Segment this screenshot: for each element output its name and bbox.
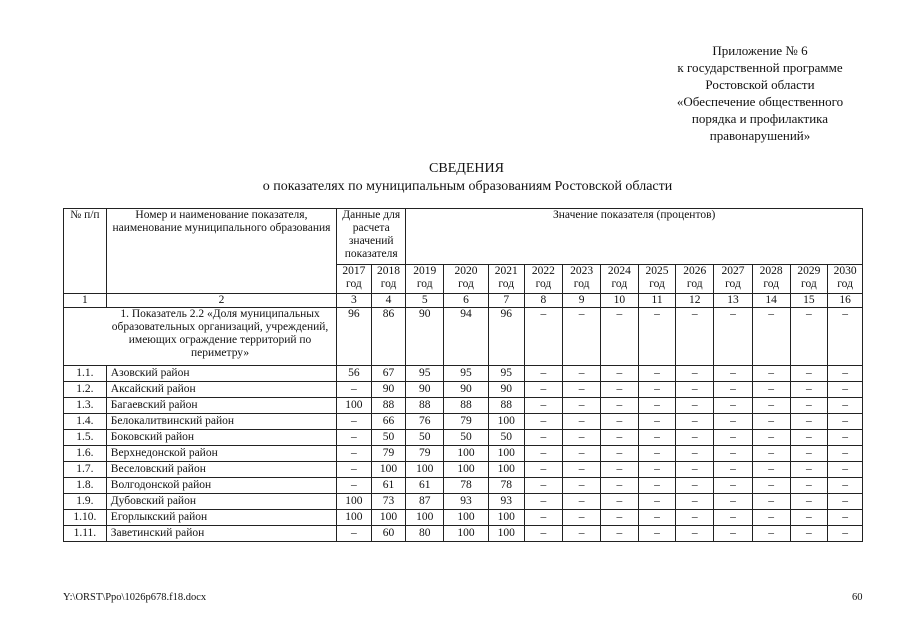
value-cell: 100 — [444, 526, 489, 542]
document-title — [0, 160, 905, 196]
column-number: 8 — [524, 294, 563, 308]
table-row — [64, 366, 863, 382]
year-label: 2017 — [342, 265, 366, 277]
value-cell: 90 — [488, 382, 524, 398]
value-cell: – — [714, 308, 753, 366]
district-name: Егорлыкский район — [106, 510, 336, 526]
value-cell: – — [524, 308, 563, 366]
value-cell: 94 — [444, 308, 489, 366]
value-cell: – — [638, 308, 676, 366]
column-number: 10 — [600, 294, 638, 308]
value-cell: – — [638, 526, 676, 542]
column-number: 16 — [828, 294, 863, 308]
value-cell: – — [600, 382, 638, 398]
column-number-row — [64, 294, 863, 308]
column-number: 6 — [444, 294, 489, 308]
value-cell: – — [600, 398, 638, 414]
value-cell: – — [714, 526, 753, 542]
column-number: 5 — [406, 294, 444, 308]
value-cell: 88 — [406, 398, 444, 414]
value-cell: – — [828, 398, 863, 414]
appendix-header — [640, 42, 880, 144]
value-cell: – — [676, 308, 714, 366]
value-cell: – — [337, 446, 372, 462]
value-cell: – — [600, 414, 638, 430]
table-row — [64, 382, 863, 398]
value-cell: 100 — [488, 510, 524, 526]
value-cell: – — [714, 462, 753, 478]
indicator-name: 1. Показатель 2.2 «Доля муниципальных образовательных организаций, учреждений, имеющих ограждение территорий по периметру» — [64, 308, 337, 366]
value-cell: – — [752, 366, 790, 382]
value-cell: – — [337, 414, 372, 430]
row-number: 1.6. — [64, 446, 107, 462]
value-cell: 100 — [371, 462, 406, 478]
value-cell: – — [790, 510, 828, 526]
year-suffix: год — [611, 278, 628, 290]
year-suffix: год — [498, 278, 515, 290]
value-cell: 100 — [406, 510, 444, 526]
value-cell: 95 — [406, 366, 444, 382]
appendix-line: порядка и профилактика — [691, 111, 829, 126]
district-name: Боковский район — [106, 430, 336, 446]
value-cell: – — [790, 382, 828, 398]
year-suffix: год — [380, 278, 397, 290]
table-row — [64, 398, 863, 414]
year-label: 2030 — [833, 265, 857, 277]
value-cell: – — [714, 382, 753, 398]
year-header — [790, 265, 828, 294]
value-cell: – — [676, 462, 714, 478]
year-label: 2024 — [607, 265, 631, 277]
column-number: 15 — [790, 294, 828, 308]
value-cell: – — [600, 308, 638, 366]
value-cell: – — [337, 526, 372, 542]
row-number: 1.3. — [64, 398, 107, 414]
value-cell: – — [828, 430, 863, 446]
district-name: Аксайский район — [106, 382, 336, 398]
value-cell: – — [676, 446, 714, 462]
value-cell: – — [524, 366, 563, 382]
year-header — [337, 265, 372, 294]
value-cell: – — [752, 382, 790, 398]
value-cell: 100 — [444, 510, 489, 526]
column-number: 11 — [638, 294, 676, 308]
appendix-line: правонарушений» — [709, 128, 811, 143]
header-value: Значение показателя (процентов) — [406, 209, 863, 265]
value-cell: – — [752, 526, 790, 542]
value-cell: – — [600, 366, 638, 382]
column-number: 4 — [371, 294, 406, 308]
year-suffix: год — [763, 278, 780, 290]
value-cell: – — [790, 414, 828, 430]
value-cell: – — [524, 398, 563, 414]
value-cell: – — [638, 510, 676, 526]
indicator-row — [64, 308, 863, 366]
appendix-line: к государственной программе — [677, 60, 843, 75]
value-cell: – — [524, 414, 563, 430]
value-cell: 100 — [444, 446, 489, 462]
header-num: № п/п — [64, 209, 107, 294]
table-row — [64, 446, 863, 462]
value-cell: – — [563, 462, 601, 478]
value-cell: 86 — [371, 308, 406, 366]
value-cell: – — [524, 510, 563, 526]
district-name: Дубовский район — [106, 494, 336, 510]
value-cell: – — [563, 382, 601, 398]
district-name: Белокалитвинский район — [106, 414, 336, 430]
page-number: 60 — [852, 592, 863, 603]
column-number: 1 — [64, 294, 107, 308]
district-name: Азовский район — [106, 366, 336, 382]
value-cell: 56 — [337, 366, 372, 382]
value-cell: 100 — [337, 510, 372, 526]
appendix-line: «Обеспечение общественного — [676, 94, 844, 109]
value-cell: 88 — [444, 398, 489, 414]
year-suffix: год — [725, 278, 741, 290]
column-number: 13 — [714, 294, 753, 308]
value-cell: 100 — [371, 510, 406, 526]
table-row — [64, 494, 863, 510]
value-cell: 67 — [371, 366, 406, 382]
value-cell: – — [790, 430, 828, 446]
value-cell: 78 — [488, 478, 524, 494]
value-cell: – — [638, 478, 676, 494]
value-cell: 100 — [488, 414, 524, 430]
value-cell: – — [600, 430, 638, 446]
value-cell: – — [563, 510, 601, 526]
year-label: 2018 — [377, 265, 401, 277]
value-cell: 73 — [371, 494, 406, 510]
district-name: Багаевский район — [106, 398, 336, 414]
district-name: Веселовский район — [106, 462, 336, 478]
column-number: 9 — [563, 294, 601, 308]
value-cell: – — [828, 446, 863, 462]
row-number: 1.1. — [64, 366, 107, 382]
district-name: Заветинский район — [106, 526, 336, 542]
value-cell: – — [638, 398, 676, 414]
district-name: Верхнедонской район — [106, 446, 336, 462]
value-cell: – — [714, 398, 753, 414]
value-cell: – — [790, 478, 828, 494]
year-label: 2028 — [759, 265, 783, 277]
value-cell: – — [563, 308, 601, 366]
value-cell: – — [714, 510, 753, 526]
value-cell: – — [714, 494, 753, 510]
value-cell: 50 — [371, 430, 406, 446]
year-header — [488, 265, 524, 294]
value-cell: – — [563, 478, 601, 494]
table-row — [64, 510, 863, 526]
year-header — [444, 265, 489, 294]
value-cell: – — [600, 494, 638, 510]
row-number: 1.5. — [64, 430, 107, 446]
value-cell: – — [714, 446, 753, 462]
value-cell: – — [638, 414, 676, 430]
year-suffix: год — [458, 278, 474, 290]
year-label: 2026 — [683, 265, 707, 277]
value-cell: – — [676, 494, 714, 510]
value-cell: – — [676, 510, 714, 526]
value-cell: 76 — [406, 414, 444, 430]
year-header — [828, 265, 863, 294]
value-cell: – — [828, 382, 863, 398]
year-label: 2021 — [494, 265, 518, 277]
value-cell: – — [337, 382, 372, 398]
year-header — [714, 265, 753, 294]
value-cell: – — [676, 366, 714, 382]
column-number: 3 — [337, 294, 372, 308]
value-cell: 90 — [406, 308, 444, 366]
table-row — [64, 414, 863, 430]
value-cell: – — [828, 478, 863, 494]
value-cell: – — [752, 462, 790, 478]
value-cell: – — [714, 478, 753, 494]
value-cell: 93 — [488, 494, 524, 510]
value-cell: – — [790, 366, 828, 382]
year-suffix: год — [535, 278, 552, 290]
table-body — [64, 294, 863, 542]
value-cell: – — [714, 414, 753, 430]
value-cell: 50 — [444, 430, 489, 446]
value-cell: 100 — [488, 526, 524, 542]
value-cell: – — [828, 510, 863, 526]
year-header — [406, 265, 444, 294]
value-cell: – — [790, 398, 828, 414]
table-row — [64, 526, 863, 542]
value-cell: – — [524, 430, 563, 446]
appendix-line: Приложение № 6 — [712, 43, 808, 58]
value-cell: – — [752, 478, 790, 494]
value-cell: – — [828, 494, 863, 510]
value-cell: – — [676, 430, 714, 446]
value-cell: – — [600, 526, 638, 542]
value-cell: 88 — [371, 398, 406, 414]
value-cell: – — [524, 382, 563, 398]
value-cell: – — [752, 494, 790, 510]
row-number: 1.11. — [64, 526, 107, 542]
year-header — [752, 265, 790, 294]
value-cell: 50 — [488, 430, 524, 446]
value-cell: – — [563, 366, 601, 382]
value-cell: 80 — [406, 526, 444, 542]
value-cell: 87 — [406, 494, 444, 510]
year-label: 2022 — [531, 265, 555, 277]
value-cell: – — [752, 308, 790, 366]
year-label: 2020 — [454, 265, 478, 277]
value-cell: – — [676, 478, 714, 494]
value-cell: – — [790, 526, 828, 542]
column-number: 7 — [488, 294, 524, 308]
value-cell: – — [524, 526, 563, 542]
year-header — [638, 265, 676, 294]
value-cell: – — [563, 494, 601, 510]
year-suffix: год — [573, 278, 590, 290]
year-suffix: год — [801, 278, 817, 290]
value-cell: – — [790, 494, 828, 510]
value-cell: – — [676, 414, 714, 430]
year-header — [524, 265, 563, 294]
value-cell: 78 — [444, 478, 489, 494]
header-name: Номер и наименование показателя, наименование муниципального образования — [106, 209, 336, 294]
row-number: 1.7. — [64, 462, 107, 478]
value-cell: – — [752, 446, 790, 462]
value-cell: 95 — [488, 366, 524, 382]
value-cell: – — [524, 494, 563, 510]
value-cell: 88 — [488, 398, 524, 414]
value-cell: – — [752, 414, 790, 430]
value-cell: 100 — [488, 446, 524, 462]
year-label: 2019 — [413, 265, 437, 277]
value-cell: 100 — [444, 462, 489, 478]
year-header — [676, 265, 714, 294]
table-row — [64, 430, 863, 446]
header-data: Данные для расчета значений показателя — [337, 209, 406, 265]
value-cell: 93 — [444, 494, 489, 510]
value-cell: – — [337, 430, 372, 446]
value-cell: 100 — [488, 462, 524, 478]
table-row — [64, 462, 863, 478]
value-cell: – — [600, 478, 638, 494]
value-cell: – — [563, 446, 601, 462]
value-cell: 95 — [444, 366, 489, 382]
year-label: 2029 — [797, 265, 821, 277]
value-cell: – — [828, 414, 863, 430]
value-cell: – — [638, 446, 676, 462]
value-cell: 50 — [406, 430, 444, 446]
value-cell: – — [790, 446, 828, 462]
title-subtitle: о показателях по муниципальным образованиям Ростовской области — [262, 179, 673, 194]
value-cell: – — [752, 398, 790, 414]
year-label: 2023 — [570, 265, 594, 277]
value-cell: 66 — [371, 414, 406, 430]
value-cell: – — [563, 526, 601, 542]
value-cell: 100 — [337, 494, 372, 510]
table-row — [64, 478, 863, 494]
value-cell: – — [790, 308, 828, 366]
row-number: 1.10. — [64, 510, 107, 526]
row-number: 1.4. — [64, 414, 107, 430]
value-cell: – — [524, 478, 563, 494]
column-number: 12 — [676, 294, 714, 308]
title-main: СВЕДЕНИЯ — [429, 161, 504, 176]
district-name: Волгодонской район — [106, 478, 336, 494]
value-cell: 96 — [337, 308, 372, 366]
row-number: 1.9. — [64, 494, 107, 510]
value-cell: 61 — [371, 478, 406, 494]
row-number: 1.8. — [64, 478, 107, 494]
value-cell: 90 — [406, 382, 444, 398]
value-cell: – — [524, 462, 563, 478]
value-cell: 100 — [406, 462, 444, 478]
year-label: 2025 — [645, 265, 669, 277]
value-cell: – — [790, 462, 828, 478]
year-header — [600, 265, 638, 294]
value-cell: – — [676, 526, 714, 542]
value-cell: – — [337, 462, 372, 478]
value-cell: – — [524, 446, 563, 462]
value-cell: 90 — [444, 382, 489, 398]
value-cell: – — [638, 366, 676, 382]
indicators-table — [63, 208, 863, 542]
value-cell: – — [752, 430, 790, 446]
year-suffix: год — [649, 278, 665, 290]
year-label: 2027 — [721, 265, 745, 277]
year-header — [371, 265, 406, 294]
value-cell: – — [563, 430, 601, 446]
value-cell: – — [714, 430, 753, 446]
value-cell: 61 — [406, 478, 444, 494]
value-cell: – — [638, 430, 676, 446]
column-number: 2 — [106, 294, 336, 308]
value-cell: 79 — [371, 446, 406, 462]
value-cell: – — [676, 398, 714, 414]
value-cell: 100 — [337, 398, 372, 414]
value-cell: – — [714, 366, 753, 382]
value-cell: – — [638, 494, 676, 510]
column-number: 14 — [752, 294, 790, 308]
year-header — [563, 265, 601, 294]
row-number: 1.2. — [64, 382, 107, 398]
value-cell: – — [600, 446, 638, 462]
value-cell: – — [563, 414, 601, 430]
value-cell: 79 — [444, 414, 489, 430]
value-cell: – — [600, 462, 638, 478]
value-cell: – — [600, 510, 638, 526]
value-cell: – — [828, 366, 863, 382]
value-cell: – — [563, 398, 601, 414]
value-cell: 79 — [406, 446, 444, 462]
value-cell: – — [337, 478, 372, 494]
value-cell: 60 — [371, 526, 406, 542]
file-path: Y:\ORST\Ppo\1026p678.f18.docx — [63, 592, 207, 603]
year-suffix: год — [686, 278, 703, 290]
year-suffix: год — [837, 278, 853, 290]
appendix-line: Ростовской области — [705, 77, 815, 92]
value-cell: – — [638, 382, 676, 398]
value-cell: – — [828, 462, 863, 478]
value-cell: – — [752, 510, 790, 526]
value-cell: – — [676, 382, 714, 398]
value-cell: – — [828, 526, 863, 542]
value-cell: – — [638, 462, 676, 478]
value-cell: 90 — [371, 382, 406, 398]
value-cell: 96 — [488, 308, 524, 366]
year-suffix: год — [346, 278, 362, 290]
value-cell: – — [828, 308, 863, 366]
year-suffix: год — [416, 278, 433, 290]
